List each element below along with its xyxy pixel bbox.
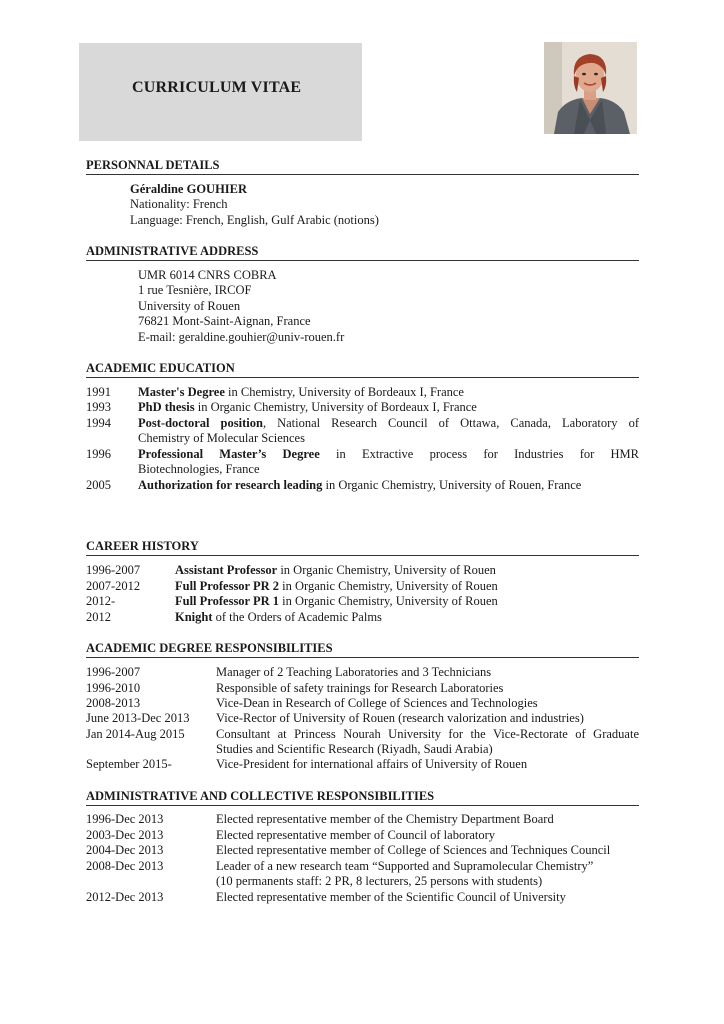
admin-resp-text: Elected representative member of the Scientific Council of University	[216, 890, 566, 904]
education-degree: Professional Master’s Degree	[138, 447, 320, 461]
degree-resp-text: Responsible of safety trainings for Research Laboratories	[216, 681, 504, 695]
education-year: 1993	[86, 400, 111, 414]
personal-details-heading: PERSONNAL DETAILS	[86, 158, 639, 175]
admin-resp-period: 2004-Dec 2013	[86, 843, 164, 857]
admin-resp-period: 2003-Dec 2013	[86, 828, 164, 842]
degree-resp-text: Consultant at Princess Nourah University for the Vice-Rectorate of Graduate	[216, 727, 639, 741]
address-line: UMR 6014 CNRS COBRA	[138, 268, 277, 282]
education-detail: in Chemistry, University of Bordeaux I, France	[224, 385, 464, 399]
admin-resp-text-cont: (10 permanents staff: 2 PR, 8 lecturers, 25 persons with students)	[216, 874, 543, 889]
admin-resp-period: 1996-Dec 2013	[86, 812, 164, 826]
degree-resp-period: 1996-2007	[86, 665, 141, 679]
career-detail: of the Orders of Academic Palms	[212, 610, 382, 624]
career-year: 1996-2007	[86, 563, 141, 577]
admin-resp-heading: ADMINISTRATIVE AND COLLECTIVE RESPONSIBILITIES	[86, 789, 639, 806]
education-item	[86, 416, 639, 447]
address-heading: ADMINISTRATIVE ADDRESS	[86, 244, 639, 261]
education-heading: ACADEMIC EDUCATION	[86, 361, 639, 378]
degree-resp-period: 2008-2013	[86, 696, 141, 710]
address-line: 76821 Mont-Saint-Aignan, France	[138, 314, 311, 329]
portrait-illustration	[544, 42, 637, 134]
career-position: Knight	[175, 610, 213, 624]
admin-resp-text: Elected representative member of College of Sciences and Techniques Council	[216, 843, 611, 857]
degree-resp-text: Vice-Rector of University of Rouen (research valorization and industries)	[216, 711, 584, 725]
career-heading: CAREER HISTORY	[86, 539, 639, 556]
cv-title: CURRICULUM VITAE	[132, 79, 302, 96]
admin-resp-text: Elected representative member of the Chemistry Department Board	[216, 812, 554, 826]
education-year: 1996	[86, 447, 111, 461]
degree-resp-text: Manager of 2 Teaching Laboratories and 3 Technicians	[216, 665, 492, 679]
education-detail: , National Research Council of Ottawa, Canada, Laboratory of	[262, 416, 639, 430]
education-detail: in Organic Chemistry, University of Rouen, France	[322, 478, 582, 492]
degree-resp-text-cont: Studies and Scientific Research (Riyadh, Saudi Arabia)	[216, 742, 493, 757]
portrait-photo	[544, 42, 637, 134]
address-line: 1 rue Tesnière, IRCOF	[138, 283, 252, 298]
career-detail: in Organic Chemistry, University of Rouen	[277, 563, 496, 577]
degree-resp-text: Vice-Dean in Research of College of Sciences and Technologies	[216, 696, 538, 710]
degree-resp-period: Jan 2014-Aug 2015	[86, 727, 185, 741]
career-year: 2007-2012	[86, 579, 141, 593]
career-year: 2012	[86, 610, 111, 624]
education-item	[86, 447, 639, 478]
degree-resp-period: June 2013-Dec 2013	[86, 711, 190, 725]
education-year: 1994	[86, 416, 111, 430]
email-line: E-mail: geraldine.gouhier@univ-rouen.fr	[138, 329, 345, 344]
education-detail: in Extractive process for Industries for HMR	[319, 447, 639, 461]
person-name: Géraldine GOUHIER	[130, 182, 248, 196]
education-year: 1991	[86, 385, 111, 399]
education-degree: Master's Degree	[138, 385, 225, 399]
nationality: Nationality: French	[130, 197, 228, 212]
title-box	[79, 43, 362, 141]
education-detail-cont: Chemistry of Molecular Sciences	[138, 431, 305, 446]
address-line: University of Rouen	[138, 298, 241, 313]
admin-resp-text: Leader of a new research team “Supported and Supramolecular Chemistry”	[216, 859, 594, 873]
degree-resp-item	[86, 727, 639, 758]
education-detail-cont: Biotechnologies, France	[138, 462, 260, 477]
admin-resp-text: Elected representative member of Council of laboratory	[216, 828, 496, 842]
admin-resp-item	[86, 859, 639, 890]
education-detail: in Organic Chemistry, University of Bordeaux I, France	[194, 400, 477, 414]
career-position: Full Professor PR 2	[175, 579, 280, 593]
education-degree: PhD thesis	[138, 400, 195, 414]
degree-resp-period: 1996-2010	[86, 681, 141, 695]
career-position: Assistant Professor	[175, 563, 278, 577]
admin-resp-period: 2008-Dec 2013	[86, 859, 164, 873]
career-detail: in Organic Chemistry, University of Rouen	[279, 579, 498, 593]
personal-details	[130, 182, 379, 228]
career-year: 2012-	[86, 594, 116, 608]
education-year: 2005	[86, 478, 111, 492]
career-position: Full Professor PR 1	[175, 594, 280, 608]
degree-resp-text: Vice-President for international affairs of University of Rouen	[216, 757, 528, 771]
education-degree: Post-doctoral position	[138, 416, 263, 430]
admin-resp-period: 2012-Dec 2013	[86, 890, 164, 904]
languages: Language: French, English, Gulf Arabic (notions)	[130, 212, 379, 227]
degree-resp-heading: ACADEMIC DEGREE RESPONSIBILITIES	[86, 641, 639, 658]
career-detail: in Organic Chemistry, University of Rouen	[279, 594, 498, 608]
education-degree: Authorization for research leading	[138, 478, 323, 492]
degree-resp-period: September 2015-	[86, 757, 172, 771]
address-block	[138, 268, 344, 345]
